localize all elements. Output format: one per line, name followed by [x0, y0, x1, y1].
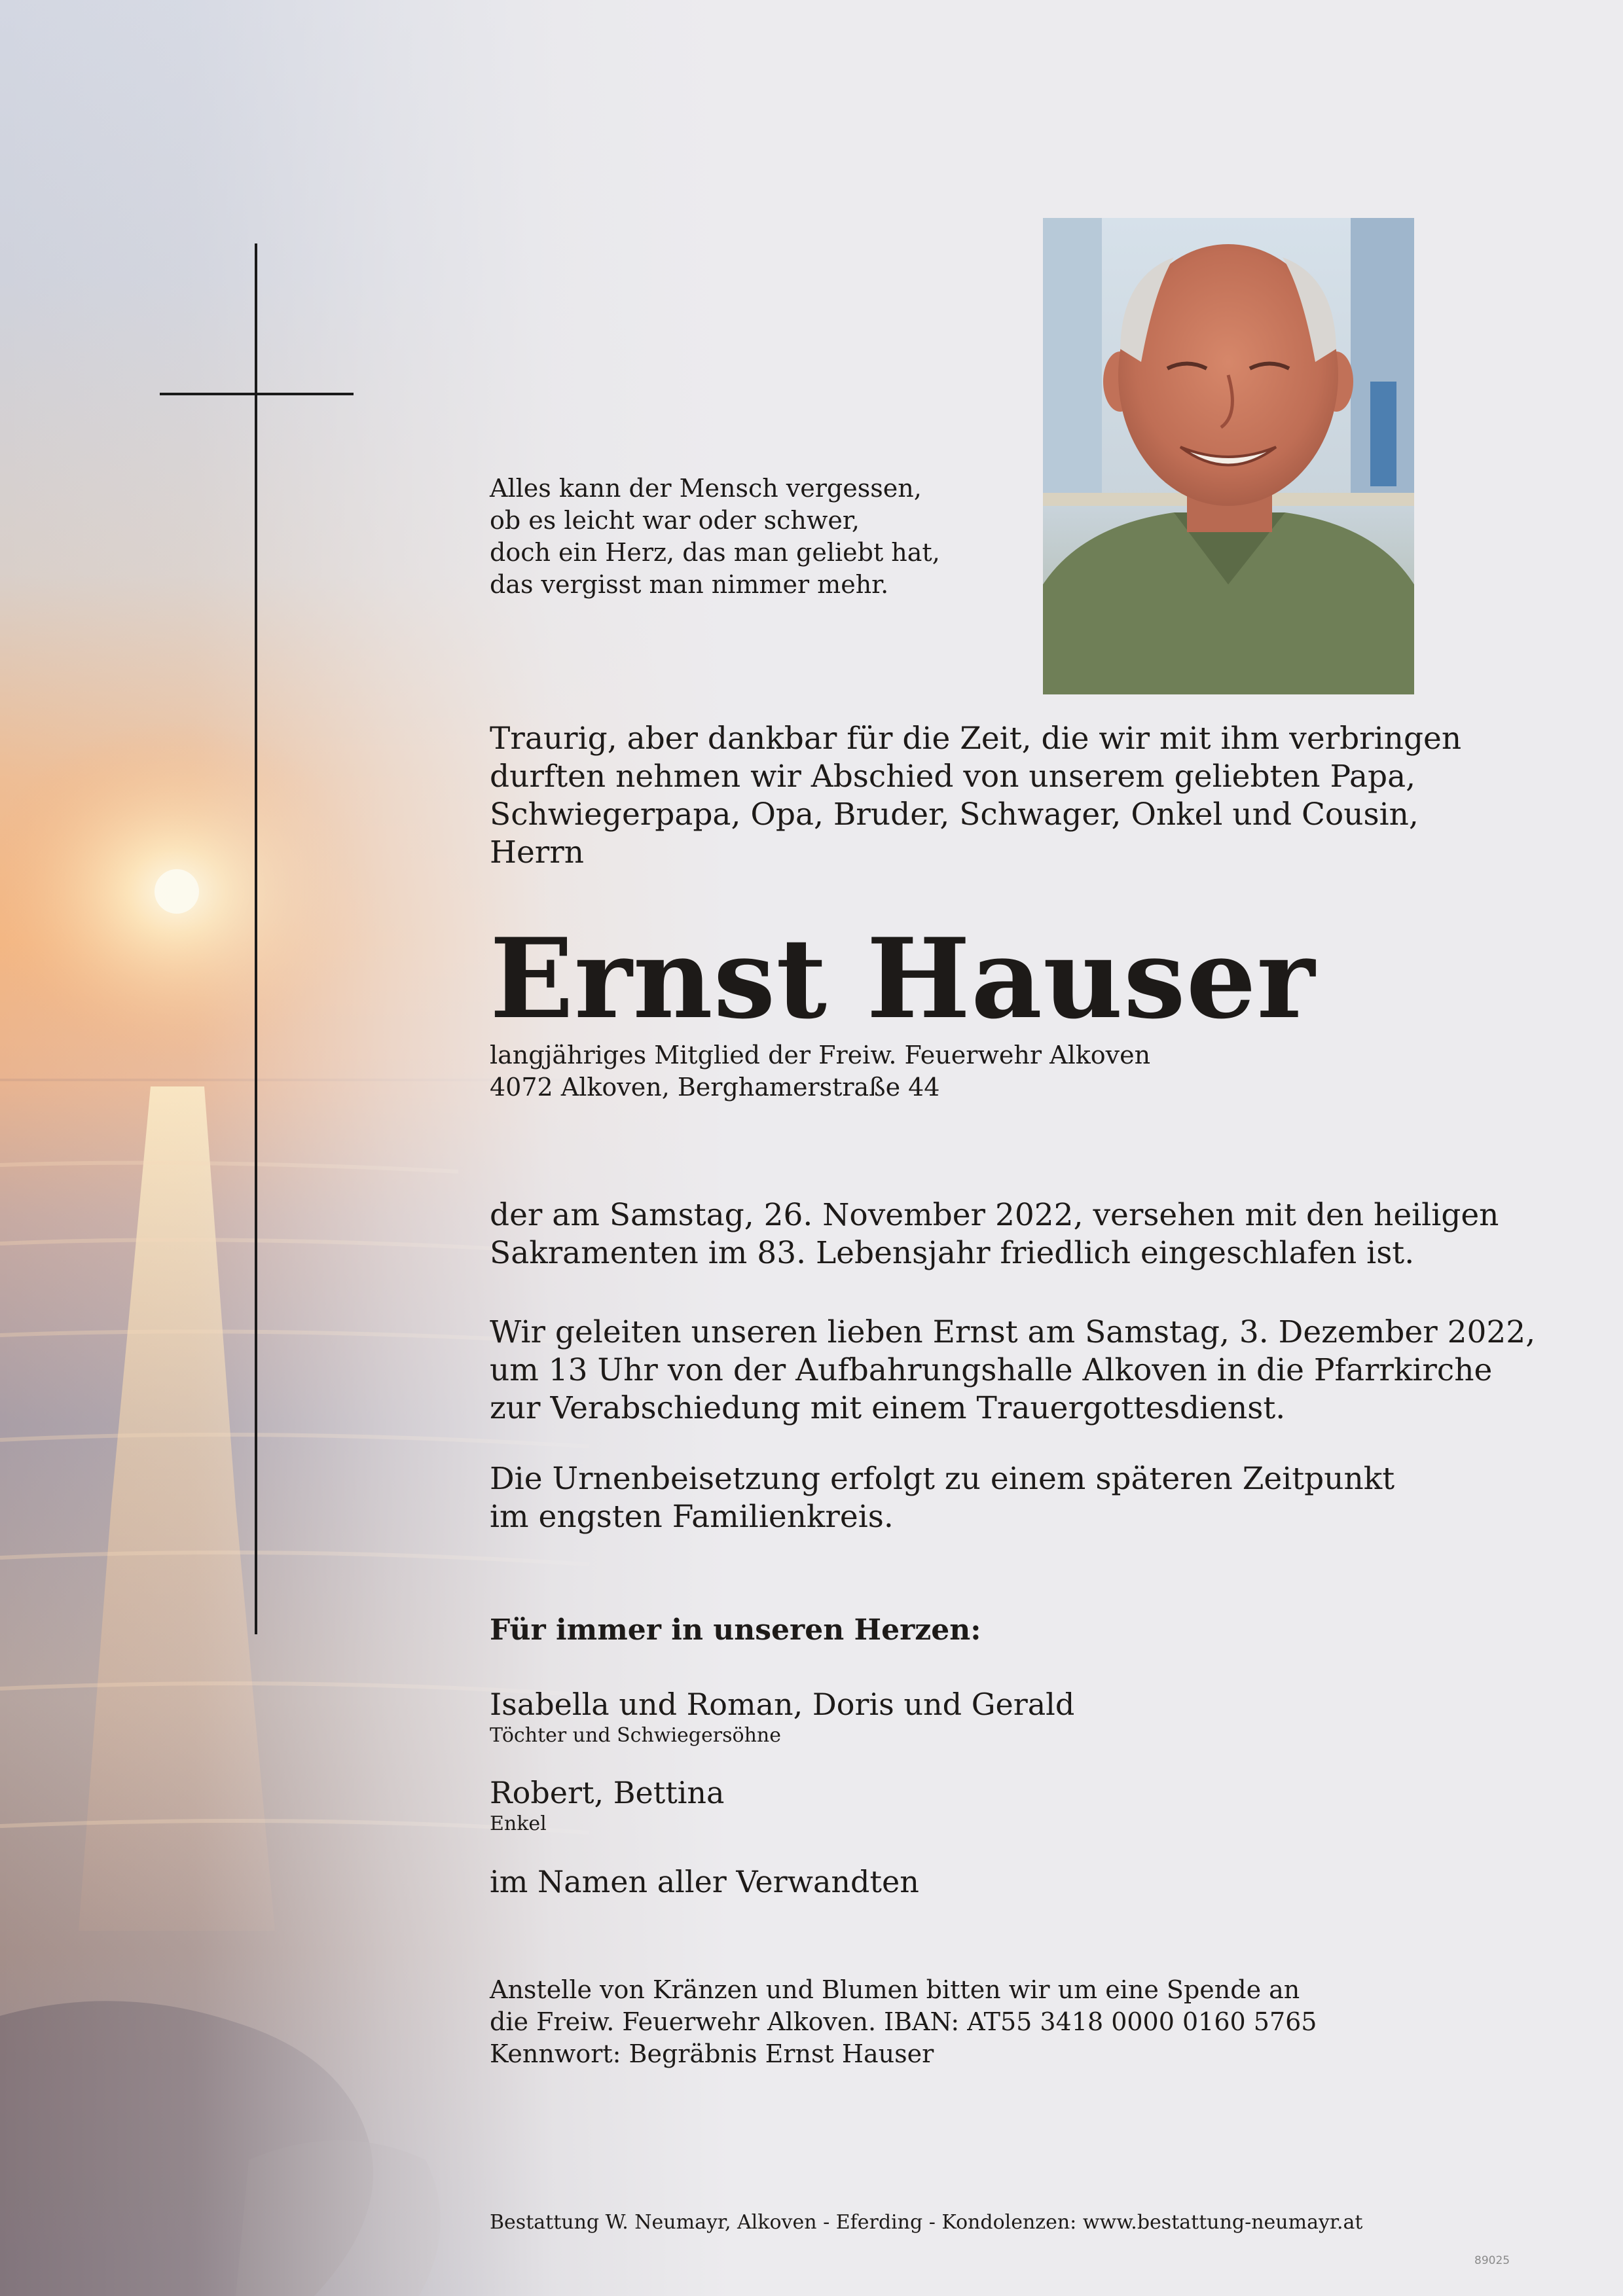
intro-line: Traurig, aber dankbar für die Zeit, die wir mit ihm verbringen	[490, 721, 1462, 757]
poem	[490, 473, 940, 601]
family-note: im Namen aller Verwandten	[490, 1864, 919, 1899]
family-names: Robert, Bettina	[490, 1775, 725, 1810]
funeral-line: zur Verabschiedung mit einem Trauergottesdienst.	[490, 1390, 1286, 1426]
funeral-line: um 13 Uhr von der Aufbahrungshalle Alkoven in die Pfarrkirche	[490, 1352, 1493, 1388]
intro-line: Schwiegerpapa, Opa, Bruder, Schwager, Onkel und Cousin,	[490, 797, 1419, 833]
member-line: langjähriges Mitglied der Freiw. Feuerwehr Alkoven	[490, 1041, 1151, 1069]
member-info	[490, 1039, 1150, 1103]
poem-line: Alles kann der Mensch vergessen,	[490, 474, 922, 503]
donation-notice	[490, 1974, 1317, 2070]
cross-horizontal-bar	[160, 393, 354, 395]
hearts-heading: Für immer in unseren Herzen:	[490, 1613, 981, 1647]
donation-line: Anstelle von Kränzen und Blumen bitten wir um eine Spende an	[490, 1975, 1300, 2004]
family-relation: Enkel	[490, 1812, 547, 1835]
urn-line: im engsten Familienkreis.	[490, 1499, 894, 1535]
funeral-notice	[490, 1314, 1535, 1427]
family-relation: Töchter und Schwiegersöhne	[490, 1724, 781, 1747]
death-line: der am Samstag, 26. November 2022, versehen mit den heiligen	[490, 1197, 1499, 1233]
death-notice	[490, 1196, 1499, 1272]
poem-line: doch ein Herz, das man geliebt hat,	[490, 538, 940, 567]
portrait-photo	[1043, 218, 1414, 694]
death-line: Sakramenten im 83. Lebensjahr friedlich eingeschlafen ist.	[490, 1235, 1415, 1271]
poem-line: ob es leicht war oder schwer,	[490, 506, 860, 535]
intro-paragraph	[490, 720, 1461, 872]
address-line: 4072 Alkoven, Berghamerstraße 44	[490, 1073, 940, 1102]
poem-line: das vergisst man nimmer mehr.	[490, 570, 889, 599]
family-names: Isabella und Roman, Doris und Gerald	[490, 1687, 1075, 1722]
donation-line: die Freiw. Feuerwehr Alkoven. IBAN: AT55 3418 0000 0160 5765	[490, 2007, 1317, 2036]
intro-line: durften nehmen wir Abschied von unserem geliebten Papa,	[490, 759, 1416, 795]
funeral-line: Wir geleiten unseren lieben Ernst am Samstag, 3. Dezember 2022,	[490, 1314, 1536, 1350]
intro-line: Herrn	[490, 834, 585, 870]
donation-line: Kennwort: Begräbnis Ernst Hauser	[490, 2039, 934, 2068]
family-group	[490, 1686, 1074, 1749]
footer-undertaker: Bestattung W. Neumayr, Alkoven - Eferding - Kondolenzen: www.bestattung-neumayr.at	[490, 2211, 1363, 2234]
urn-notice	[490, 1460, 1395, 1536]
family-group	[490, 1774, 724, 1837]
print-code: 89025	[1474, 2254, 1510, 2267]
urn-line: Die Urnenbeisetzung erfolgt zu einem späteren Zeitpunkt	[490, 1461, 1395, 1497]
deceased-name: Ernst Hauser	[490, 914, 1316, 1043]
cross-vertical-bar	[255, 243, 257, 1634]
